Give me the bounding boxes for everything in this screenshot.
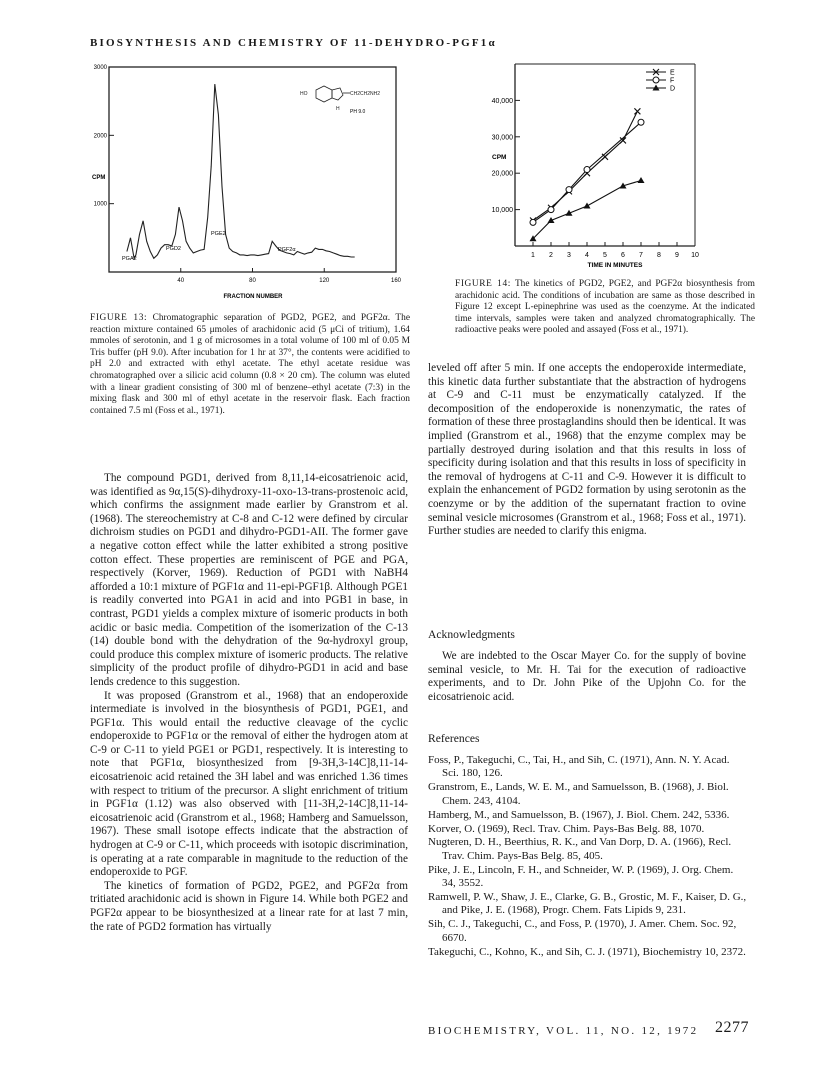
fig14-y-tick-label: 30,000	[491, 134, 513, 142]
fig13-peak-label-pge2: PGE2	[211, 231, 226, 237]
fig13-frame	[109, 67, 396, 272]
svg-text:HO: HO	[300, 91, 308, 97]
reference-item: Nugteren, D. H., Beerthius, R. K., and Van Dorp, D. A. (1966), Recl. Trav. Chim. Pays-Bas Belg. 85, 405.	[428, 836, 732, 862]
running-head: BIOSYNTHESIS AND CHEMISTRY OF 11-DEHYDRO-PGF1α	[90, 37, 497, 49]
fig14-y-tick-label: 20,000	[491, 170, 513, 178]
fig14-legend-marker-f	[653, 77, 659, 83]
reference-item: Pike, J. E., Lincoln, F. H., and Schneider, W. P. (1969), J. Org. Chem. 34, 3552.	[428, 863, 734, 890]
fig14-series-line-e	[533, 111, 637, 220]
body-paragraph-1: The compound PGD1, derived from 8,11,14-eicosatrienoic acid, was identified as 9α,15(S)-dihydroxy-11-oxo-13-trans-prostenoic acid, which confirms the assignment made earlier by Granstrom et al. (1968). The stereochemistry at C-8 and C-12 were defined by circular dichroism studies on PGD1 and dihydro-PGD1-AII. The former gave a negative cotton effect while the latter exhibited a strong positive cotton effect. These properties are reminiscent of PGE and PGA, respectively (Korver, 1969). Reduction of PGD1 with NaBH4 afforded a 10:1 mixture of PGF1α and 11-epi-PGF1β. Although PGE1 is readily converted into PGA1 in acid and into PGB1 in base, in contrast, PGD1 yields a complex mixture of isomeric products in both acidic or basic media. Competition of the isomerization of the C-13 (14) double bond with the dehydration of the 9α-hydroxyl group, could produce this complex mixture of isomeric products. The relative simplicity of the product profile of dihydro-PGD1 in acid and base lends credence to this suggestion.	[90, 472, 408, 688]
svg-text:CH2CH2NH2: CH2CH2NH2	[350, 91, 381, 97]
body-paragraph-continued: leveled off after 5 min. If one accepts the endoperoxide intermediate, this kinetic data further substantiate that the abstraction of hydrogens at C-9 and C-11 must be enzymatically catalyzed. If the decomposition of the endoperoxide is nonenzymatic, the rates of formation of these three prostaglandins should then be identical. It was implied (Granstrom et al., 1968) that the enzyme complex may be partially destroyed during isolation and that this results in loss of specificity during isolation and that this results in loss of specificity in the removal of hydrogens at C-11 and C-9. However it is difficult to explain the enhancement of PGD2 formation by using serotonin as the coenzyme or by the addition of the supernatant fraction to ovine seminal vesicle microsomes (Granstrom et al., 1968; Foss et al., 1971). Further studies are needed to clarify this enigma.	[428, 362, 746, 538]
journal-footer: BIOCHEMISTRY, VOL. 11, NO. 12, 1972	[428, 1025, 699, 1037]
reference-item: Ramwell, P. W., Shaw, J. E., Clarke, G. B., Grostic, M. F., Kaiser, D. G., and Pike, J. E. (1968), Progr. Chem. Fats Lipids 9, 231.	[428, 891, 747, 917]
fig14-x-tick-label: 2	[549, 252, 553, 259]
fig14-y-axis-label: CPM	[492, 154, 507, 161]
reference-item: Takeguchi, C., Kohno, K., and Sih, C. J. (1971), Biochemistry 10, 2372.	[428, 945, 746, 958]
fig14-x-tick-label: 7	[639, 252, 643, 259]
fig13-y-tick-label: 2000	[93, 133, 107, 140]
reference-item: Korver, O. (1969), Recl. Trav. Chim. Pays-Bas Belg. 88, 1070.	[428, 822, 705, 835]
fig14-point-d	[584, 202, 591, 208]
fig14-x-tick-label: 3	[567, 252, 571, 259]
page-number: 2277	[715, 1019, 749, 1036]
body-paragraph-3: The kinetics of formation of PGD2, PGE2, and PGF2α from tritiated arachidonic acid is shown in Figure 14. While both PGE2 and PGF2α appear to be biosynthesized at a linear rate for at last 7 min, the rate of PGD2 formation has virtually	[90, 879, 408, 933]
fig14-x-tick-label: 6	[621, 252, 625, 259]
fig13-peak-label-pga2: PGA2	[122, 256, 137, 262]
fig14-point-e	[602, 154, 608, 160]
fig14-legend-label-d: D	[670, 85, 676, 93]
figure-14-caption	[455, 279, 755, 337]
fig13-y-axis-label: CPM	[92, 175, 106, 181]
fig13-inset-label: PH 9.0	[350, 109, 366, 115]
acknowledgments-body	[428, 650, 746, 704]
fig14-legend-label-f: F	[670, 77, 675, 85]
fig14-point-f	[566, 187, 572, 193]
reference-item: Sih, C. J., Takeguchi, C., and Foss, P. (1970), J. Amer. Chem. Soc. 92, 6670.	[428, 918, 737, 944]
acknowledgments-heading: Acknowledgments	[428, 628, 515, 641]
fig13-structure-inset	[300, 86, 380, 112]
svg-text:H: H	[336, 106, 340, 112]
fig13-x-tick-label: 120	[319, 278, 330, 284]
acknowledgments-text: We are indebted to the Oscar Mayer Co. for the supply of bovine seminal vesicle, to Mr. H. Tai for the execution of radioactive experiments, and to Dr. John Pike of the Upjohn Co. for the eicosatrienoic acid.	[428, 650, 746, 703]
figure-13-caption	[90, 313, 410, 417]
fig14-y-tick-label: 10,000	[491, 207, 513, 215]
left-column-body	[90, 472, 408, 934]
fig14-x-tick-label: 10	[691, 252, 699, 259]
fig14-x-tick-label: 1	[531, 252, 535, 259]
fig14-legend	[646, 69, 675, 93]
fig13-series-line	[127, 84, 355, 258]
figure-13-chart	[88, 60, 408, 310]
fig14-point-f	[530, 219, 536, 225]
figure-14-caption-text: The kinetics of PGD2, PGE2, and PGF2α biosynthesis from arachidonic acid. The conditions of incubation are same as those described in Figure 12 except L-epinephrine was used as the coenzyme. At the indicated time intervals, samples were taken and analyzed chromatographically. The radioactive peaks were pooled and assayed (Foss et al., 1971).	[455, 279, 755, 336]
fig14-x-tick-label: 5	[603, 252, 607, 259]
fig13-x-tick-label: 160	[390, 278, 402, 284]
fig14-point-e	[634, 108, 640, 114]
fig14-x-tick-label: 9	[675, 252, 679, 259]
body-paragraph-2: It was proposed (Granstrom et al., 1968) that an endoperoxide intermediate is involved in the biosynthesis of PGD1, PGE1, and PGF1α. This would entail the reductive cleavage of the cyclic endoperoxide to PGF1α or the removal of either the hydrogen atom at C-9 or C-11 to yield PGE1 or PGD1, respectively. It is interesting to note that PGF1α, biosynthesized from [9-3H,3-14C]8,11-14-eicosatrienoic acid retained the 3H label and was enriched 1.36 times with respect to tritium of the precursor. A slight enrichment of tritium in PGF1α (1.12) was also observed with [11-3H,2-14C]8,11-14-eicosatrienoic acid (Granstrom et al., 1968; Hamberg and Samuelsson, 1967). These small isotope effects indicate that the abstraction of hydrogen at C-9 or C-11, which proceeds with isotopic discrimination, is operating at a rate comparable in magnitude to the reduction of the endoperoxide to PGF.	[90, 689, 408, 879]
reference-item: Hamberg, M., and Samuelsson, B. (1967), J. Biol. Chem. 242, 5336.	[428, 808, 730, 821]
fig14-x-axis-label: TIME IN MINUTES	[587, 262, 643, 269]
figure-13-caption-text: Chromatographic separation of PGD2, PGE2, and PGF2α. The reaction mixture contained 65 μmoles of arachidonic acid (5 μCi of tritium), 1.64 mmoles of serotonin, and 1 g of microsomes in a total volume of 100 ml of 0.05 M Tris buffer (pH 9.0). After incubation for 1 hr at 37°, the contents were acidified to pH 2.0 and extracted with ethyl acetate. The ethyl acetate residue was chromatographed over a silicic acid column (0.8 × 20 cm). The column was eluted with a linear gradient consisting of 300 ml of benzene–ethyl acetate (7:3) in the mixing flask and 300 ml of ethyl acetate in the reservoir flask. Each fraction contained 7.5 ml (Foss et al., 1971).	[90, 313, 410, 416]
fig14-point-f	[548, 207, 554, 213]
fig14-point-d	[638, 177, 645, 183]
fig14-point-f	[584, 167, 590, 173]
fig13-peak-label-pgf2a: PGF2α	[278, 247, 296, 253]
figure-13-caption-label: FIGURE 13:	[90, 313, 148, 323]
fig13-y-tick-label: 1000	[93, 201, 107, 208]
figure-14-caption-label: FIGURE 14:	[455, 279, 511, 289]
fig14-x-tick-label: 8	[657, 252, 661, 259]
fig13-peak-label-pgd2: PGD2	[166, 246, 181, 252]
fig13-x-axis-label: FRACTION NUMBER	[223, 294, 283, 300]
right-column-body	[428, 362, 746, 539]
fig13-x-tick-label: 40	[177, 278, 185, 284]
reference-item: Granstrom, E., Lands, W. E. M., and Samuelsson, B. (1968), J. Biol. Chem. 243, 4104.	[428, 781, 729, 807]
fig14-x-tick-label: 4	[585, 252, 589, 259]
references-heading: References	[428, 732, 480, 745]
fig13-y-tick-label: 3000	[93, 65, 107, 71]
figure-14-chart	[470, 56, 710, 276]
references-list	[428, 754, 748, 960]
fig14-point-f	[638, 119, 644, 125]
fig14-y-tick-label: 40,000	[491, 97, 513, 105]
reference-item: Foss, P., Takeguchi, C., Tai, H., and Sih, C. (1971), Ann. N. Y. Acad. Sci. 180, 126.	[428, 754, 730, 780]
fig14-legend-label-e: E	[670, 69, 675, 77]
fig13-x-tick-label: 80	[249, 278, 256, 284]
